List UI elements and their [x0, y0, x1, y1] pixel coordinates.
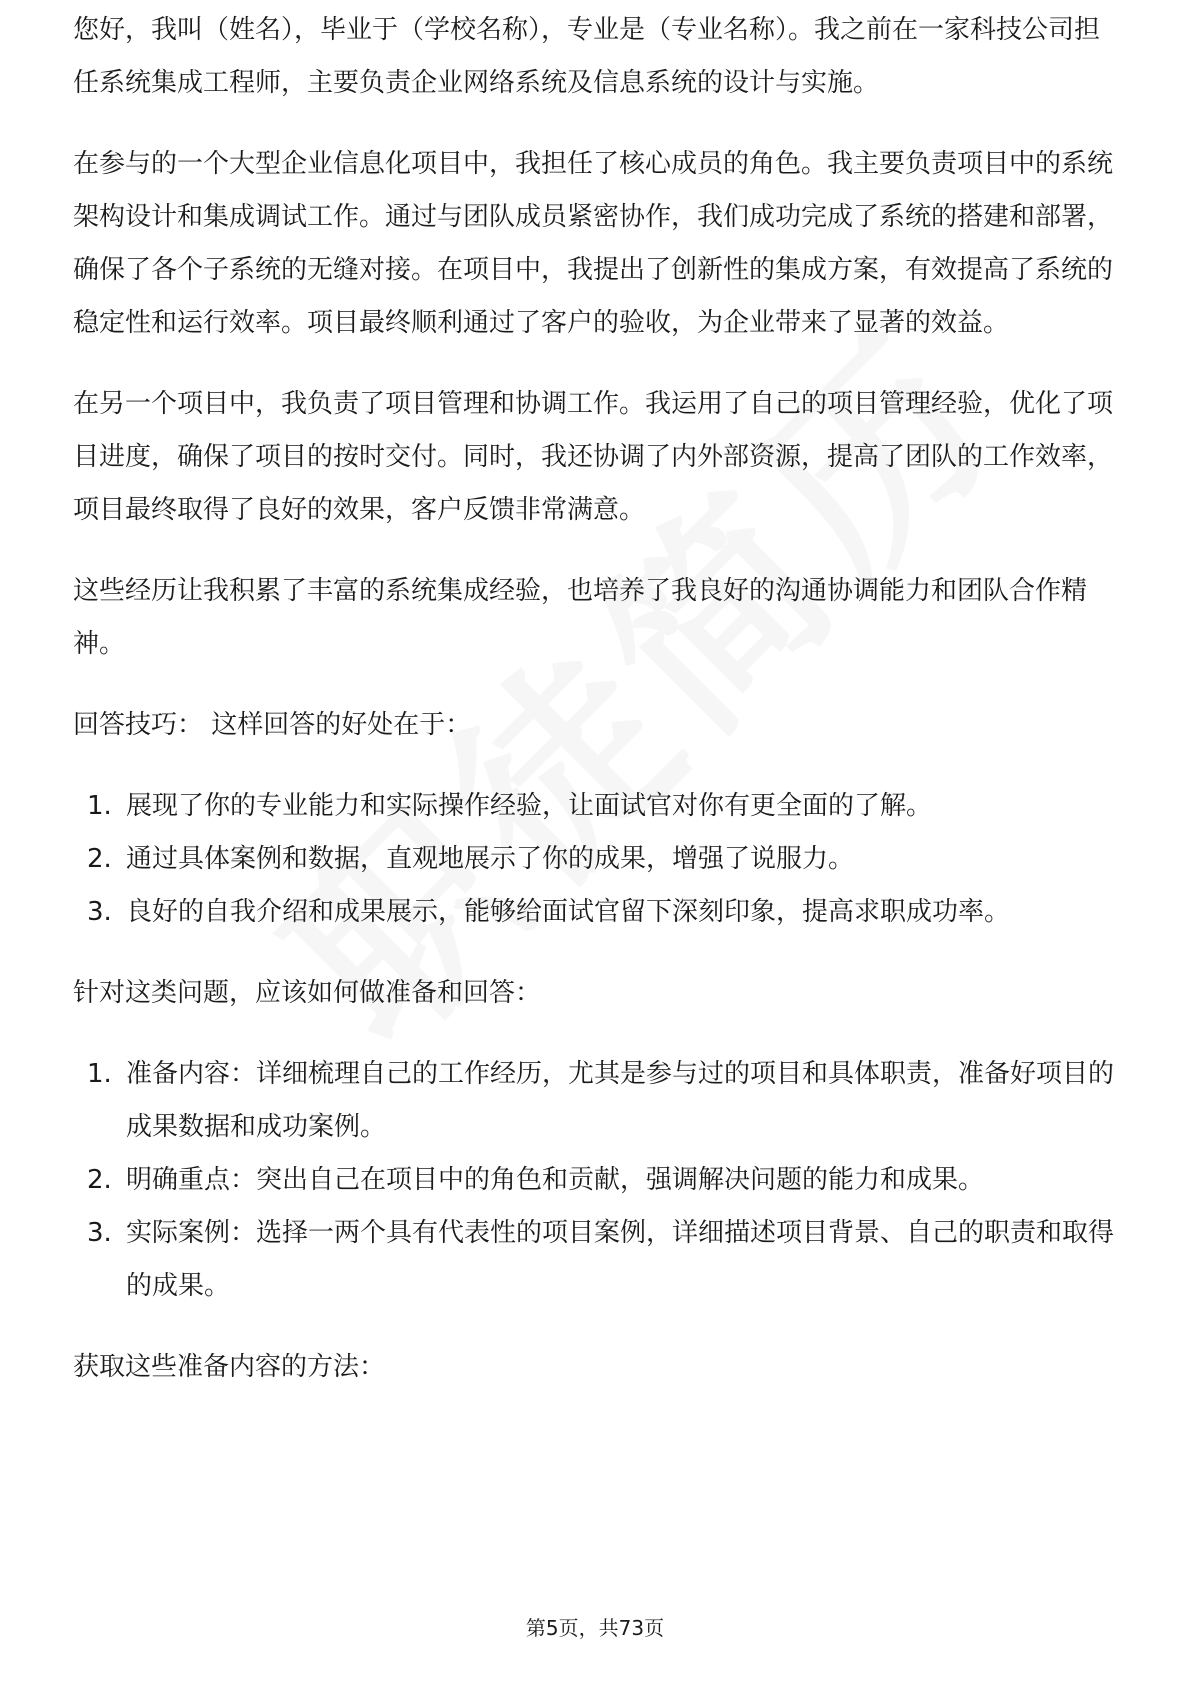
project-paragraph-2: 在另一个项目中，我负责了项目管理和协调工作。我运用了自己的项目管理经验，优化了项目进度，确保了项目的按时交付。同时，我还协调了内外部资源，提高了团队的工作效率，项目最终取得了良好的效果，客户反馈非常满意。	[73, 389, 1114, 525]
summary-paragraph: 这些经历让我积累了丰富的系统集成经验，也培养了我良好的沟通协调能力和团队合作精神。	[73, 576, 1088, 659]
page-footer: 第5页，共73页	[525, 1616, 665, 1640]
list-text: 准备内容：详细梳理自己的工作经历，尤其是参与过的项目和具体职责，准备好项目的成果数据和成功案例。	[126, 1059, 1115, 1142]
list-item	[73, 1154, 1123, 1207]
list-item	[73, 833, 1123, 886]
document-body	[73, 15, 1123, 1422]
list-item	[73, 1207, 1123, 1313]
list-item	[73, 1048, 1123, 1154]
list-text: 通过具体案例和数据，直观地展示了你的成果，增强了说服力。	[126, 844, 855, 874]
list-number: 2.	[87, 844, 112, 874]
prep-heading: 针对这类问题，应该如何做准备和回答：	[73, 978, 542, 1008]
prep-list	[73, 1048, 1123, 1313]
list-text: 明确重点：突出自己在项目中的角色和贡献，强调解决问题的能力和成果。	[126, 1165, 985, 1195]
tips-list	[73, 780, 1123, 939]
project-paragraph-1: 在参与的一个大型企业信息化项目中，我担任了核心成员的角色。我主要负责项目中的系统架构设计和集成调试工作。通过与团队成员紧密协作，我们成功完成了系统的搭建和部署，确保了各个子系统的无缝对接。在项目中，我提出了创新性的集成方案，有效提高了系统的稳定性和运行效率。项目最终顺利通过了客户的验收，为企业带来了显著的效益。	[73, 149, 1114, 338]
method-heading: 获取这些准备内容的方法：	[73, 1352, 386, 1382]
list-number: 1.	[87, 1059, 112, 1089]
list-number: 3.	[87, 1218, 112, 1248]
list-text: 良好的自我介绍和成果展示，能够给面试官留下深刻印象，提高求职成功率。	[126, 897, 1011, 927]
list-text: 实际案例：选择一两个具有代表性的项目案例，详细描述项目背景、自己的职责和取得的成果。	[126, 1218, 1115, 1301]
intro-paragraph: 您好，我叫（姓名），毕业于（学校名称），专业是（专业名称）。我之前在一家科技公司担任系统集成工程师，主要负责企业网络系统及信息系统的设计与实施。	[73, 15, 1101, 98]
list-item	[73, 780, 1123, 833]
list-number: 1.	[87, 791, 112, 821]
list-number: 3.	[87, 897, 112, 927]
list-item	[73, 886, 1123, 939]
list-number: 2.	[87, 1165, 112, 1195]
list-text: 展现了你的专业能力和实际操作经验，让面试官对你有更全面的了解。	[126, 791, 933, 821]
tips-heading: 回答技巧： 这样回答的好处在于：	[73, 710, 472, 740]
